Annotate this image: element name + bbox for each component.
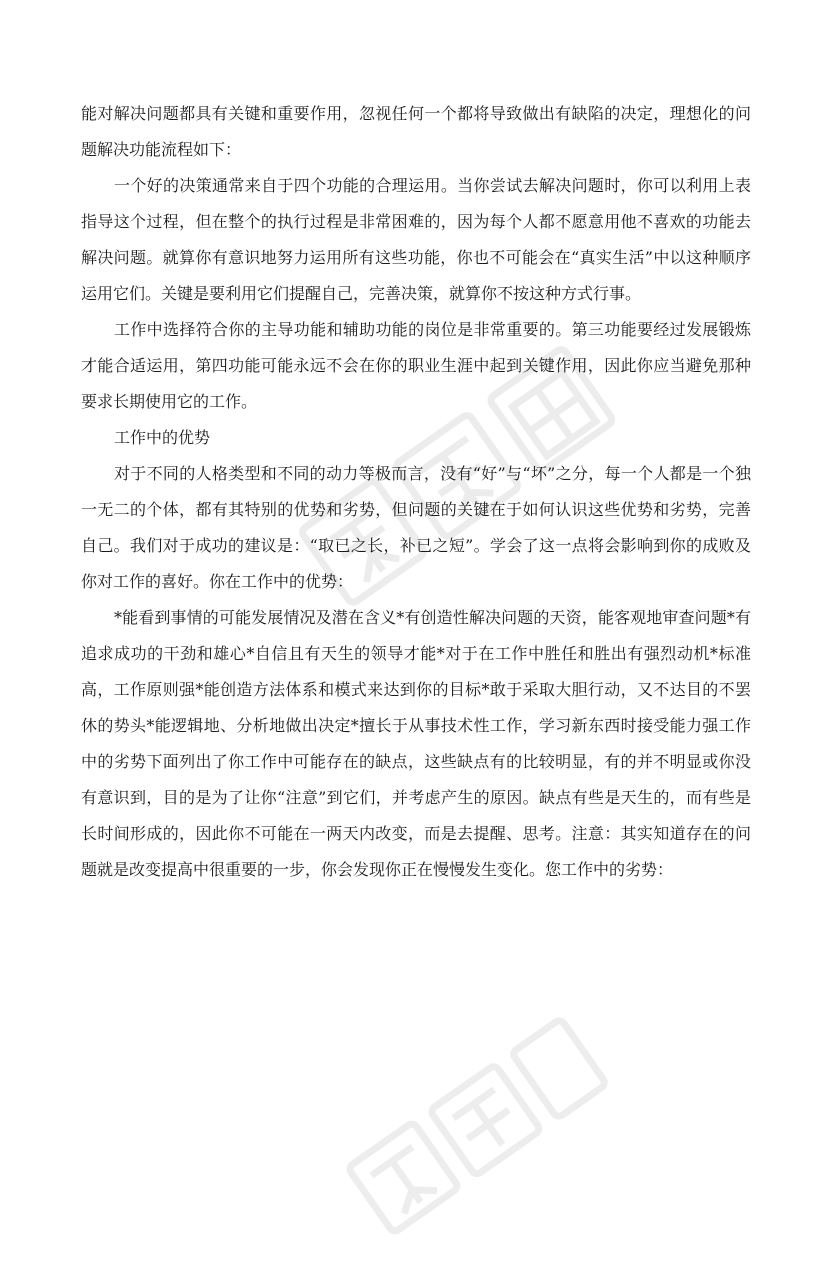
paragraph-decision-functions: 一个好的决策通常来自于四个功能的合理运用。当你尝试去解决问题时，你可以利用上表指导这个过程，但在整个的执行过程是非常困难的，因为每个人都不愿意用他不喜欢的功能去解决问题。就算你有意识地努力运用所有这些功能，你也不可能会在“真实生活”中以这种顺序运用它们。关键是要利用它们提醒自己，完善决策，就算你不按这种方式行事。	[81, 176, 751, 303]
watermark-logo-bottom	[317, 987, 643, 1274]
paragraph-personality-types: 对于不同的人格类型和不同的动力等极而言，没有“好”与“坏”之分，每一个人都是一个独一无二的个体，都有其特别的优势和劣势，但问题的关键在于如何认识这些优势和劣势，完善自己。我们对于成功的建议是：“取已之长，补已之短”。学会了这一点将会影响到你的成败及你对工作的喜好。你在工作中的优势：	[81, 464, 751, 591]
document-body	[81, 96, 751, 888]
paragraph-job-selection: 工作中选择符合你的主导功能和辅助功能的岗位是非常重要的。第三功能要经过发展锻炼才能合适运用，第四功能可能永远不会在你的职业生涯中起到关键作用，因此你应当避免那种要求长期使用它的工作。	[81, 320, 751, 411]
watermark-logo-bottom-graphic	[317, 987, 643, 1274]
paragraph-continuation: 能对解决问题都具有关键和重要作用，忽视任何一个都将导致做出有缺陷的决定，理想化的问题解决功能流程如下：	[81, 104, 751, 159]
section-heading-strengths: 工作中的优势	[114, 428, 211, 447]
paragraph-strengths-weaknesses-list: *能看到事情的可能发展情况及潜在含义*有创造性解决问题的天资，能客观地审查问题*有追求成功的干劲和雄心*自信且有天生的领导才能*对于在工作中胜任和胜出有强烈动机*标准高，工作原则强*能创造方法体系和模式来达到你的目标*敢于采取大胆行动，又不达目的不罢休的势头*能逻辑地、分析地做出决定*擅长于从事技术性工作，学习新东西时接受能力强工作中的劣势下面列出了你工作中可能存在的缺点，这些缺点有的比较明显，有的并不明显或你没有意识到，目的是为了让你“注意”到它们，并考虑产生的原因。缺点有些是天生的，而有些是长时间形成的，因此你不可能在一两天内改变，而是去提醒、思考。注意：其实知道存在的问题就是改变提高中很重要的一步，你会发现你正在慢慢发生变化。您工作中的劣势：	[81, 608, 751, 879]
